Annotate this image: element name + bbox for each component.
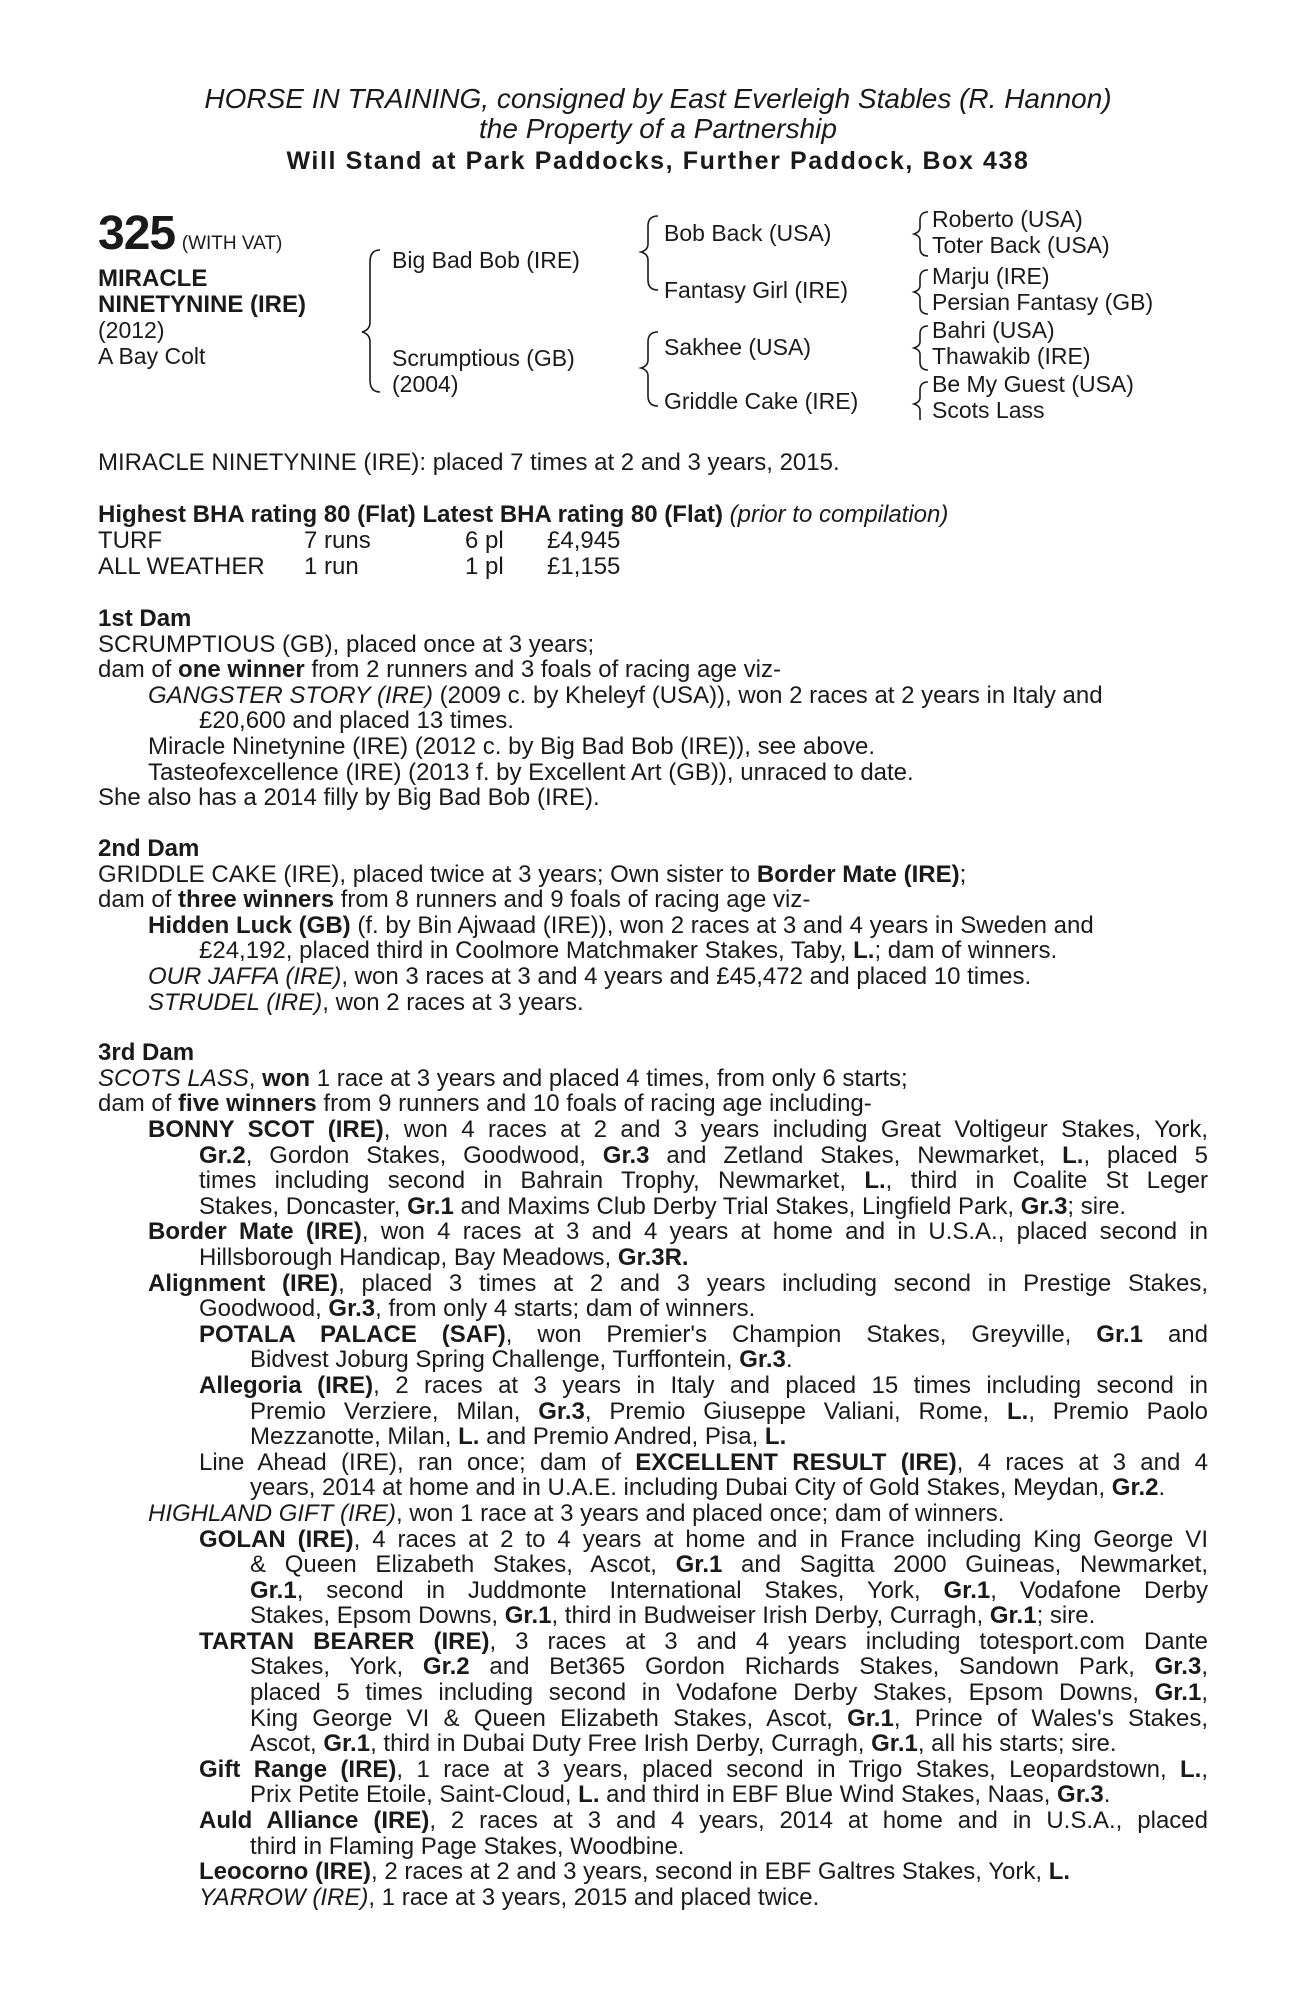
pedigree-dam: Scrumptious (GB) [392, 345, 575, 371]
horse-name-line2: NINETYNINE (IRE) [98, 291, 307, 318]
first-dam-section [98, 606, 1208, 811]
third-dam-produce-line: Mezzanotte, Milan, L. and Premio Andred, Pisa, L. [250, 1423, 787, 1451]
header-owner: the Property of a Partnership [479, 113, 837, 144]
third-dam-produce-line: times including second in Bahrain Trophy, Newmarket, L., third in Coalite St Leger [199, 1167, 1209, 1195]
first-dam-line: £20,600 and placed 13 times. [199, 707, 514, 735]
pedigree-sds: Marju (IRE) [932, 263, 1050, 289]
pedigree-sdd: Persian Fantasy (GB) [932, 289, 1154, 315]
third-dam-produce-line: Stakes, Epsom Downs, Gr.1, third in Budweiser Irish Derby, Curragh, Gr.1; sire. [250, 1602, 1096, 1630]
first-dam-line: GANGSTER STORY (IRE) (2009 c. by Kheleyf (USA)), won 2 races at 2 years in Italy and [148, 681, 1103, 709]
third-dam-line: dam of five winners from 9 runners and 10 foals of racing age including- [98, 1090, 872, 1118]
third-dam-produce-line: Line Ahead (IRE), ran once; dam of EXCELLENT RESULT (IRE), 4 races at 3 and 4 [199, 1448, 1208, 1476]
third-dam-produce-line: Border Mate (IRE), won 4 races at 3 and 4 years at home and in U.S.A., placed second in [148, 1218, 1209, 1246]
third-dam-produce-line: Premio Verziere, Milan, Gr.3, Premio Giuseppe Valiani, Rome, L., Premio Paolo [250, 1397, 1208, 1425]
third-dam-produce-line: Stakes, York, Gr.2 and Bet365 Gordon Richards Stakes, Sandown Park, Gr.3, [250, 1653, 1208, 1681]
third-dam-produce-line: Auld Alliance (IRE), 2 races at 3 and 4 years, 2014 at home and in U.S.A., placed [199, 1807, 1208, 1835]
lot-number: 325 [98, 207, 176, 260]
pedigree-dam-dam: Griddle Cake (IRE) [664, 388, 859, 414]
third-dam-produce-line: Allegoria (IRE), 2 races at 3 years in Italy and placed 15 times including second in [199, 1371, 1209, 1399]
record-runs: 7 runs [304, 527, 371, 554]
second-dam-line: Hidden Luck (GB) (f. by Bin Ajwaad (IRE)), won 2 races at 3 and 4 years in Sweden and [148, 911, 1094, 939]
third-dam-produce-line: Goodwood, Gr.3, from only 4 starts; dam of winners. [199, 1295, 756, 1323]
third-dam-produce-line: Gr.2, Gordon Stakes, Goodwood, Gr.3 and Zetland Stakes, Newmarket, L., placed 5 [199, 1141, 1208, 1169]
third-dam-produce-line: years, 2014 at home and in U.A.E. including Dubai City of Gold Stakes, Meydan, Gr.2. [250, 1474, 1166, 1502]
third-dam-produce-line: Hillsborough Handicap, Bay Meadows, Gr.3R. [199, 1243, 689, 1271]
third-dam-produce [98, 1117, 1208, 1910]
third-dam-section [98, 1040, 1208, 1117]
third-dam-produce-line: Stakes, Doncaster, Gr.1 and Maxims Club Derby Trial Stakes, Lingfield Park, Gr.3; sire. [199, 1192, 1127, 1220]
third-dam-produce-line: HIGHLAND GIFT (IRE), won 1 race at 3 years and placed once; dam of winners. [148, 1499, 1005, 1527]
third-dam-produce-line: YARROW (IRE), 1 race at 3 years, 2015 and placed twice. [199, 1883, 820, 1911]
third-dam-produce-line: Gr.1, second in Juddmonte International Stakes, York, Gr.1, Vodafone Derby [250, 1576, 1209, 1604]
first-dam-line: Miracle Ninetynine (IRE) (2012 c. by Big Bad Bob (IRE)), see above. [148, 732, 875, 760]
record-prize: £4,945 [547, 527, 621, 554]
first-dam-line: Tasteofexcellence (IRE) (2013 f. by Excellent Art (GB)), unraced to date. [148, 758, 914, 786]
third-dam-produce-line: Bidvest Joburg Spring Challenge, Turffontein, Gr.3. [250, 1346, 793, 1374]
record-runs: 1 run [304, 553, 359, 580]
pedigree-ssd: Toter Back (USA) [932, 232, 1110, 258]
third-dam-produce-line: Ascot, Gr.1, third in Dubai Duty Free Irish Derby, Curragh, Gr.1, all his starts; sire. [250, 1730, 1117, 1758]
horse-year: (2012) [98, 317, 165, 343]
first-dam-heading: 1st Dam [98, 605, 192, 632]
third-dam-produce-line: King George VI & Queen Elizabeth Stakes, Ascot, Gr.1, Prince of Wales's Stakes, [250, 1704, 1209, 1732]
pedigree-dam-sire: Sakhee (USA) [664, 334, 812, 360]
second-dam-line: dam of three winners from 8 runners and 9 foals of racing age viz- [98, 886, 811, 914]
third-dam-produce-line: third in Flaming Page Stakes, Woodbine. [250, 1832, 685, 1860]
third-dam-produce-line: Gift Range (IRE), 1 race at 3 years, placed second in Trigo Stakes, Leopardstown, L., [199, 1755, 1208, 1783]
race-summary: MIRACLE NINETYNINE (IRE): placed 7 times at 2 and 3 years, 2015. [98, 449, 840, 476]
pedigree-sire-dam: Fantasy Girl (IRE) [664, 277, 849, 303]
second-dam-line: STRUDEL (IRE), won 2 races at 3 years. [148, 988, 584, 1016]
third-dam-produce-line: POTALA PALACE (SAF), won Premier's Champion Stakes, Greyville, Gr.1 and [199, 1320, 1209, 1348]
first-dam-line: dam of one winner from 2 runners and 3 foals of racing age viz- [98, 656, 781, 684]
bha-rating-note: (prior to compilation) [729, 501, 949, 528]
header-consignor: HORSE IN TRAINING, consigned by East Everleigh Stables (R. Hannon) [204, 83, 1112, 114]
pedigree-ddd: Scots Lass [932, 397, 1045, 423]
second-dam-line: £24,192, placed third in Coolmore Matchmaker Stakes, Taby, L.; dam of winners. [199, 937, 1058, 965]
third-dam-produce-line: TARTAN BEARER (IRE), 3 races at 3 and 4 years including totesport.com Dante [199, 1627, 1208, 1655]
horse-description: A Bay Colt [98, 343, 206, 369]
header-location: Will Stand at Park Paddocks, Further Paddock, Box 438 [286, 147, 1030, 175]
third-dam-heading: 3rd Dam [98, 1039, 195, 1066]
third-dam-produce-line: BONNY SCOT (IRE), won 4 races at 2 and 3 years including Great Voltigeur Stakes, York, [148, 1116, 1208, 1143]
record-surface: ALL WEATHER [98, 553, 265, 580]
first-dam-line: She also has a 2014 filly by Big Bad Bob (IRE). [98, 784, 600, 812]
pedigree-sire: Big Bad Bob (IRE) [392, 247, 580, 273]
record-prize: £1,155 [547, 553, 621, 580]
third-dam-produce-line: Alignment (IRE), placed 3 times at 2 and 3 years including second in Prestige Stakes, [148, 1269, 1208, 1297]
lot-vat: (WITH VAT) [181, 233, 283, 254]
second-dam-heading: 2nd Dam [98, 835, 200, 862]
third-dam-produce-line: GOLAN (IRE), 4 races at 2 to 4 years at home and in France including King George VI [199, 1525, 1208, 1553]
third-dam-produce-line: Prix Petite Etoile, Saint-Cloud, L. and third in EBF Blue Wind Stakes, Naas, Gr.3. [250, 1781, 1111, 1809]
third-dam-produce-line: & Queen Elizabeth Stakes, Ascot, Gr.1 and Sagitta 2000 Guineas, Newmarket, [250, 1551, 1209, 1579]
third-dam-line: SCOTS LASS, won 1 race at 3 years and placed 4 times, from only 6 starts; [98, 1064, 908, 1092]
record-places: 6 pl [465, 527, 504, 554]
pedigree-dsd: Thawakib (IRE) [932, 343, 1091, 369]
bha-rating [98, 502, 948, 528]
record-places: 1 pl [465, 553, 504, 580]
horse-name-line1: MIRACLE [98, 265, 208, 292]
second-dam-line: GRIDDLE CAKE (IRE), placed twice at 3 years; Own sister to Border Mate (IRE); [98, 860, 967, 888]
third-dam-produce-line: placed 5 times including second in Vodafone Derby Stakes, Epsom Downs, Gr.1, [250, 1679, 1208, 1707]
bha-rating-text: Highest BHA rating 80 (Flat) Latest BHA rating 80 (Flat) [98, 501, 723, 528]
record-surface: TURF [98, 527, 162, 554]
pedigree-dds: Be My Guest (USA) [932, 371, 1134, 397]
pedigree-sss: Roberto (USA) [932, 206, 1083, 232]
pedigree-dam-year: (2004) [392, 371, 459, 397]
third-dam-produce-line: Leocorno (IRE), 2 races at 2 and 3 years, second in EBF Galtres Stakes, York, L. [199, 1858, 1071, 1886]
second-dam-section [98, 836, 1208, 1015]
pedigree-dss: Bahri (USA) [932, 317, 1055, 343]
second-dam-line: OUR JAFFA (IRE), won 3 races at 3 and 4 years and £45,472 and placed 10 times. [148, 962, 1032, 990]
pedigree-sire-sire: Bob Back (USA) [664, 220, 832, 246]
first-dam-line: SCRUMPTIOUS (GB), placed once at 3 years; [98, 630, 595, 658]
